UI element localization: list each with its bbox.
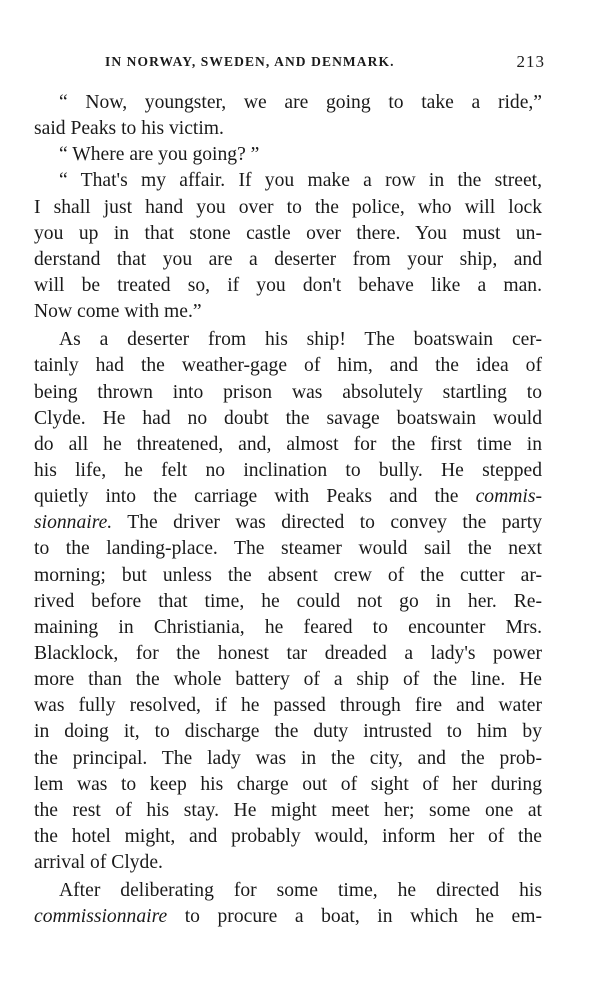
running-head: IN NORWAY, SWEDEN, AND DENMARK. [105,54,395,69]
text-line: rived before that time, he could not go in her. Re- [34,590,542,612]
text-line: lem was to keep his charge out of sight of her during [34,773,542,795]
text-line: tainly had the weather-gage of him, and the idea of [34,355,542,377]
text-line: I shall just hand you over to the police, who will lock [34,196,542,218]
text-line: “ Now, youngster, we are going to take a ride,” [59,92,542,113]
text-line: Clyde. He had no doubt the savage boatswain would [34,407,542,429]
text-line: more than the whole battery of a ship of the line. He [34,669,542,691]
text-line: derstand that you are a deserter from your ship, and [34,248,542,270]
text-line: After deliberating for some time, he directed his [59,880,542,902]
text-line: quietly into the carriage with Peaks and the commis- [34,486,542,508]
italic-word: sionnaire. [34,512,113,534]
page-header [105,52,545,76]
text-line: will be treated so, if you don't behave like a man. [34,274,542,296]
text-line: arrival of Clyde. [34,852,163,874]
text-line: “ That's my affair. If you make a row in the street, [59,170,542,192]
italic-word: commissionnaire [34,906,168,928]
text-line: in doing it, to discharge the duty intrusted to him by [34,721,542,743]
text-line: morning; but unless the absent crew of the cutter ar- [34,564,542,586]
text-line: the rest of his stay. He might meet her; some one at [34,799,542,821]
text-line: the principal. The lady was in the city, and the prob- [34,747,542,769]
text-line: being thrown into prison was absolutely startling to [34,381,542,403]
text-line: do all he threatened, and, almost for the first time in [34,433,542,455]
text-line: you up in that stone castle over there. You must un- [34,222,542,244]
text-line: sionnaire. The driver was directed to convey the party [34,512,542,534]
text-line: Blacklock, for the honest tar dreaded a lady's power [34,642,542,664]
italic-word: commis- [475,486,542,508]
text-line: As a deserter from his ship! The boatswain cer- [59,329,542,351]
text-line: Now come with me.” [34,301,202,323]
text-line: to the landing-place. The steamer would sail the next [34,538,542,560]
text-line: commissionnaire to procure a boat, in which he em- [34,906,542,928]
text-line: “ Where are you going? ” [59,144,260,166]
text-line: was fully resolved, if he passed through fire and water [34,695,542,717]
page-number: 213 [516,52,545,71]
text-line: said Peaks to his victim. [34,118,224,140]
text-line: the hotel might, and probably would, inform her of the [34,825,542,847]
text-line: maining in Christiania, he feared to encounter Mrs. [34,616,542,638]
body-text [34,90,542,931]
text-line: his life, he felt no inclination to bully. He stepped [34,459,542,481]
